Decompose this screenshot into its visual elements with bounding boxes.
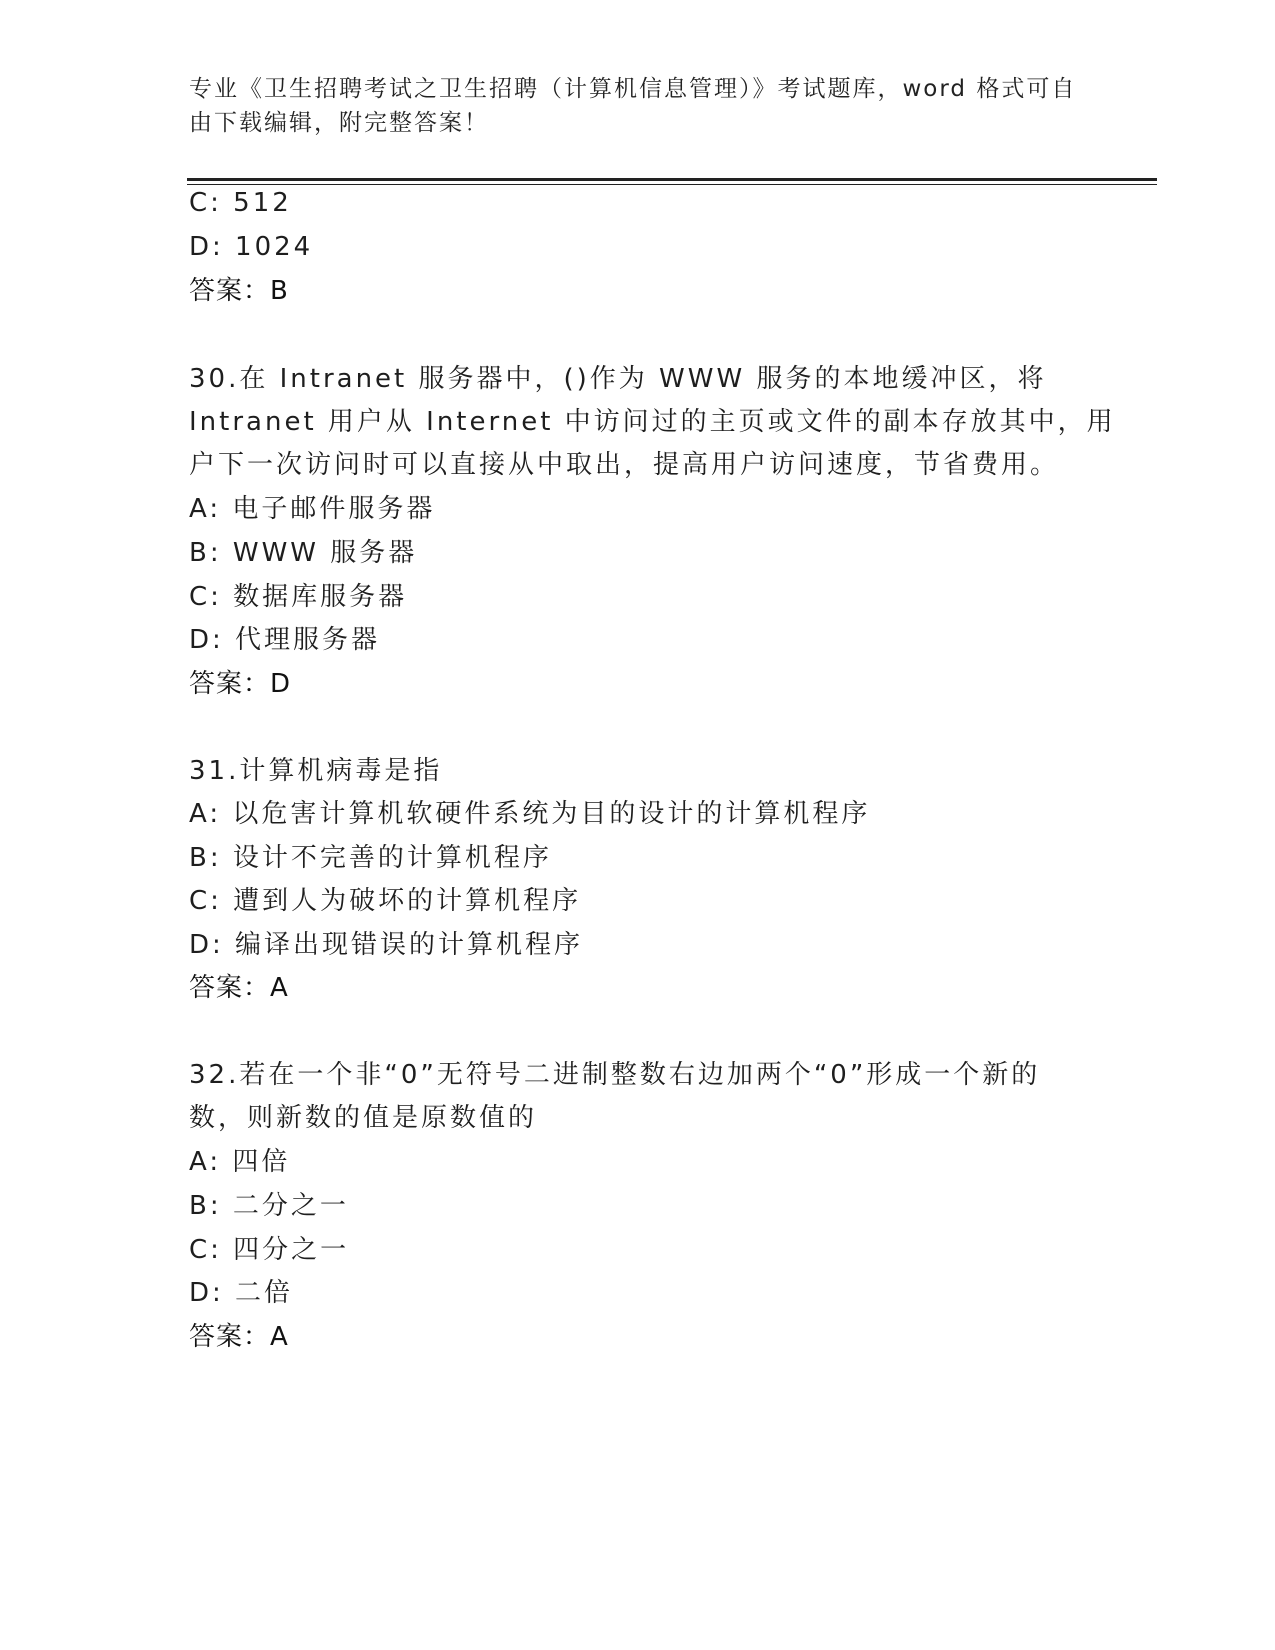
prev-option-c: C: 512 xyxy=(189,188,292,218)
q32-answer: 答案：A xyxy=(189,1322,289,1352)
q32-stem-line-2: 数，则新数的值是原数值的 xyxy=(189,1103,538,1133)
q30-option-b: B: WWW 服务器 xyxy=(189,538,418,568)
q30-stem-line-2: Intranet 用户从 Internet 中访问过的主页或文件的副本存放其中，用 xyxy=(189,407,1116,437)
q31-answer: 答案：A xyxy=(189,973,289,1003)
q30-stem-line-1: 30.在 Intranet 服务器中，()作为 WWW 服务的本地缓冲区，将 xyxy=(189,364,1047,394)
q31-stem-line-1: 31.计算机病毒是指 xyxy=(189,756,443,786)
q32-option-d: D: 二倍 xyxy=(189,1278,294,1308)
q31-option-c: C: 遭到人为破坏的计算机程序 xyxy=(189,886,582,916)
q30-answer: 答案：D xyxy=(189,669,292,699)
q31-option-d: D: 编译出现错误的计算机程序 xyxy=(189,930,584,960)
q32-option-a: A: 四倍 xyxy=(189,1147,291,1177)
prev-answer: 答案：B xyxy=(189,276,289,306)
q30-option-d: D: 代理服务器 xyxy=(189,625,381,655)
q30-stem-line-3: 户下一次访问时可以直接从中取出，提高用户访问速度，节省费用。 xyxy=(189,450,1060,480)
q31-option-b: B: 设计不完善的计算机程序 xyxy=(189,843,552,873)
q32-option-b: B: 二分之一 xyxy=(189,1191,349,1221)
header-line-1: 专业《卫生招聘考试之卫生招聘（计算机信息管理）》考试题库，word 格式可自 xyxy=(189,76,1077,102)
q30-option-c: C: 数据库服务器 xyxy=(189,582,408,612)
header-rule-thin xyxy=(187,184,1157,185)
q32-stem-line-1: 32.若在一个非“0”无符号二进制整数右边加两个“0”形成一个新的 xyxy=(189,1060,1041,1090)
document-header xyxy=(189,72,1089,140)
header-rule-thick xyxy=(187,178,1157,181)
q32-option-c: C: 四分之一 xyxy=(189,1235,350,1265)
q30-option-a: A: 电子邮件服务器 xyxy=(189,494,436,524)
prev-option-d: D: 1024 xyxy=(189,232,314,262)
header-line-2: 由下载编辑，附完整答案！ xyxy=(189,110,489,136)
q31-option-a: A: 以危害计算机软硬件系统为目的设计的计算机程序 xyxy=(189,799,871,829)
